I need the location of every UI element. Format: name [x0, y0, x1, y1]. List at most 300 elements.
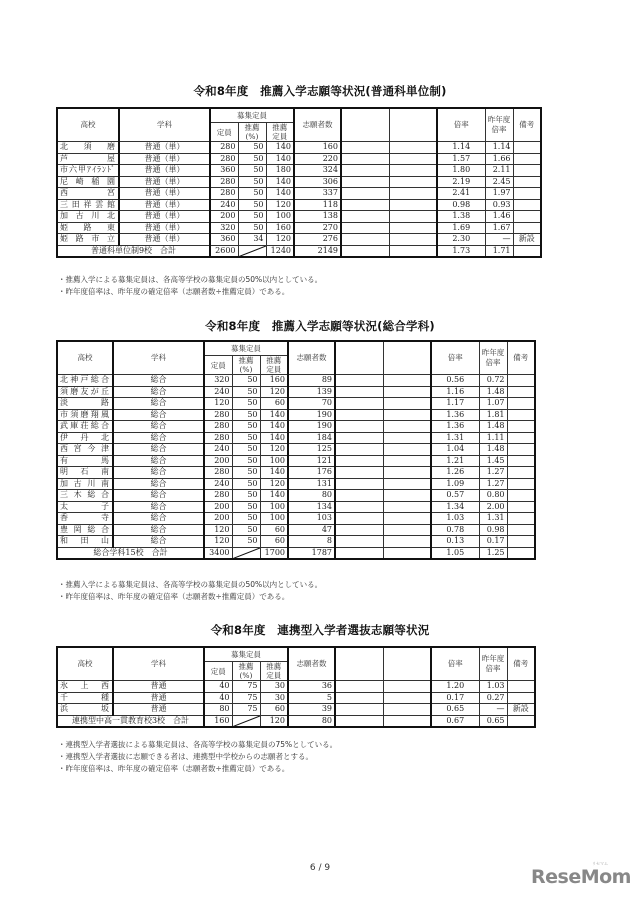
recommend-capacity: 30	[260, 681, 288, 693]
capacity: 80	[204, 704, 232, 716]
previous-ratio: 1.46	[485, 211, 513, 223]
school-name: 三田祥雲館	[57, 199, 119, 211]
header-rec-pct-2: (%)	[245, 132, 259, 141]
header-recruit-group: 募集定員	[204, 647, 288, 662]
department: 普通（単）	[119, 142, 210, 154]
remarks	[507, 536, 535, 548]
department: 普通（単）	[119, 211, 210, 223]
school-name: 市須磨翔風	[57, 409, 113, 421]
department: 総合	[113, 421, 204, 433]
school-name: 姫路市立	[57, 234, 119, 246]
header-prev-1: 昨年度	[481, 654, 505, 663]
remarks	[507, 375, 535, 387]
school-name: 西宮今津	[57, 444, 113, 456]
table-general-credit	[56, 107, 542, 258]
school-name: 加古川南	[57, 478, 113, 490]
remarks	[507, 681, 535, 693]
header-capacity: 定員	[210, 123, 238, 142]
applicants: 306	[294, 176, 341, 188]
total-applicants: 2149	[294, 245, 341, 257]
blank-cell	[383, 398, 431, 410]
blank-cell	[383, 409, 431, 421]
blank-cell	[335, 386, 383, 398]
blank-cell	[383, 432, 431, 444]
previous-ratio: 1.07	[479, 398, 507, 410]
capacity: 280	[210, 142, 238, 154]
department: 普通（単）	[119, 222, 210, 234]
capacity: 280	[210, 188, 238, 200]
recommend-percent: 50	[232, 455, 260, 467]
previous-ratio: 1.48	[479, 444, 507, 456]
header-blank	[335, 341, 383, 375]
remarks	[507, 432, 535, 444]
table-row	[57, 188, 541, 200]
blank-cell	[389, 234, 437, 246]
recommend-percent: 75	[232, 692, 260, 704]
capacity: 320	[210, 222, 238, 234]
department: 総合	[113, 536, 204, 548]
header-applicants: 志願者数	[288, 647, 335, 681]
table-row	[57, 409, 535, 421]
table-row	[57, 153, 541, 165]
blank-cell	[335, 692, 383, 704]
blank-cell	[389, 222, 437, 234]
applicants: 39	[288, 704, 335, 716]
remarks	[507, 421, 535, 433]
total-row	[57, 245, 541, 257]
applicants: 47	[288, 524, 335, 536]
recommend-percent: 50	[238, 176, 266, 188]
previous-ratio: 2.45	[485, 176, 513, 188]
capacity: 200	[204, 501, 232, 513]
header-blank	[383, 341, 431, 375]
header-rec-cap-1: 推薦	[266, 662, 282, 671]
school-name: 浜坂	[57, 704, 113, 716]
capacity: 240	[204, 478, 232, 490]
blank-cell	[389, 199, 437, 211]
total-ratio: 0.67	[431, 715, 479, 727]
total-applicants: 80	[288, 715, 335, 727]
blank-cell	[335, 715, 383, 727]
recommend-percent: 50	[232, 513, 260, 525]
applicants: 131	[288, 478, 335, 490]
recommend-capacity: 100	[266, 211, 294, 223]
capacity: 280	[204, 467, 232, 479]
total-label: 連携型中高一貫教育校3校 合計	[57, 715, 204, 727]
applicants: 89	[288, 375, 335, 387]
remarks	[507, 444, 535, 456]
header-ratio: 倍率	[437, 108, 485, 142]
ratio: 1.31	[431, 432, 479, 444]
capacity: 280	[210, 153, 238, 165]
slash-cell	[232, 547, 260, 559]
remarks	[507, 524, 535, 536]
applicants: 36	[288, 681, 335, 693]
department: 総合	[113, 467, 204, 479]
recommend-capacity: 140	[266, 188, 294, 200]
recommend-capacity: 120	[260, 444, 288, 456]
table-row	[57, 375, 535, 387]
blank-cell	[383, 444, 431, 456]
table-row	[57, 524, 535, 536]
blank-cell	[513, 245, 541, 257]
ratio: 0.78	[431, 524, 479, 536]
blank-cell	[335, 681, 383, 693]
department: 総合	[113, 409, 204, 421]
header-dept: 学科	[113, 341, 204, 375]
header-rec-pct	[232, 662, 260, 681]
blank-cell	[389, 211, 437, 223]
department: 総合	[113, 432, 204, 444]
header-rec-pct	[232, 356, 260, 375]
recommend-percent: 50	[232, 490, 260, 502]
recommend-capacity: 140	[266, 176, 294, 188]
total-row	[57, 547, 535, 559]
total-previous-ratio: 0.65	[479, 715, 507, 727]
ratio: 2.19	[437, 176, 485, 188]
blank-cell	[335, 467, 383, 479]
previous-ratio: 1.27	[479, 467, 507, 479]
recommend-percent: 50	[238, 165, 266, 177]
table-row	[57, 176, 541, 188]
school-name: 芦屋	[57, 153, 119, 165]
department: 総合	[113, 478, 204, 490]
table-row	[57, 536, 535, 548]
applicants: 337	[294, 188, 341, 200]
blank-cell	[335, 478, 383, 490]
header-rec-cap	[260, 356, 288, 375]
blank-cell	[383, 547, 431, 559]
previous-ratio: 1.31	[479, 513, 507, 525]
applicants: 70	[288, 398, 335, 410]
header-school: 高校	[57, 341, 113, 375]
table-row	[57, 211, 541, 223]
header-row	[57, 108, 541, 123]
ratio: 1.03	[431, 513, 479, 525]
header-remarks: 備考	[507, 647, 535, 681]
header-rec-pct-1: 推薦	[244, 123, 260, 132]
page-number: 6 / 9	[309, 863, 331, 873]
header-rec-cap-2: 定員	[272, 132, 288, 141]
blank-cell	[383, 386, 431, 398]
remarks	[513, 188, 541, 200]
previous-ratio: 0.72	[479, 375, 507, 387]
capacity: 280	[204, 490, 232, 502]
ratio: 0.13	[431, 536, 479, 548]
recommend-percent: 50	[232, 536, 260, 548]
ratio: 1.26	[431, 467, 479, 479]
header-applicants: 志願者数	[288, 341, 335, 375]
ratio: 1.34	[431, 501, 479, 513]
previous-ratio: 0.27	[479, 692, 507, 704]
recommend-percent: 50	[232, 524, 260, 536]
recommend-capacity: 140	[260, 467, 288, 479]
previous-ratio: —	[479, 704, 507, 716]
ratio: 1.16	[431, 386, 479, 398]
header-school: 高校	[57, 108, 119, 142]
applicants: 138	[294, 211, 341, 223]
header-school: 高校	[57, 647, 113, 681]
note-line: ・連携型入学者選抜による募集定員は、各高等学校の募集定員の75%としている。	[58, 740, 338, 749]
previous-ratio: 0.17	[479, 536, 507, 548]
previous-ratio: 1.27	[479, 478, 507, 490]
table-row	[57, 165, 541, 177]
school-name: 氷上西	[57, 681, 113, 693]
blank-cell	[341, 199, 389, 211]
header-row	[57, 647, 535, 662]
ratio: 1.38	[437, 211, 485, 223]
department: 総合	[113, 513, 204, 525]
table-linked-selection	[56, 646, 536, 728]
recommend-capacity: 100	[260, 501, 288, 513]
applicants: 103	[288, 513, 335, 525]
department: 普通（単）	[119, 165, 210, 177]
total-row	[57, 715, 535, 727]
ratio: 1.36	[431, 409, 479, 421]
table-row	[57, 386, 535, 398]
header-blank	[389, 108, 437, 142]
blank-cell	[389, 176, 437, 188]
blank-cell	[335, 490, 383, 502]
department: 総合	[113, 455, 204, 467]
blank-cell	[383, 375, 431, 387]
recommend-percent: 50	[232, 421, 260, 433]
table-row	[57, 398, 535, 410]
blank-cell	[389, 142, 437, 154]
recommend-percent: 50	[232, 398, 260, 410]
recommend-percent: 50	[232, 444, 260, 456]
total-recommend-capacity: 1240	[266, 245, 294, 257]
blank-cell	[335, 375, 383, 387]
capacity: 120	[204, 536, 232, 548]
recommend-percent: 50	[238, 199, 266, 211]
school-name: 明石南	[57, 467, 113, 479]
remarks	[507, 513, 535, 525]
header-prev-ratio	[479, 341, 507, 375]
diagonal-slash-icon	[233, 716, 260, 727]
header-rec-pct-2: (%)	[239, 365, 253, 374]
recommend-percent: 50	[232, 501, 260, 513]
applicants: 118	[294, 199, 341, 211]
capacity: 280	[210, 176, 238, 188]
header-rec-cap-1: 推薦	[266, 356, 282, 365]
blank-cell	[341, 222, 389, 234]
remarks	[507, 467, 535, 479]
recommend-capacity: 140	[260, 421, 288, 433]
previous-ratio: 1.97	[485, 188, 513, 200]
blank-cell	[335, 524, 383, 536]
ratio: 2.41	[437, 188, 485, 200]
ratio: 0.56	[431, 375, 479, 387]
school-name: 淡路	[57, 398, 113, 410]
recommend-capacity: 160	[260, 375, 288, 387]
blank-cell	[383, 513, 431, 525]
recommend-capacity: 140	[266, 142, 294, 154]
total-ratio: 1.73	[437, 245, 485, 257]
recommend-capacity: 60	[260, 536, 288, 548]
blank-cell	[383, 692, 431, 704]
header-prev-2: 倍率	[485, 664, 501, 673]
blank-cell	[507, 715, 535, 727]
header-blank	[341, 108, 389, 142]
note-line: ・昨年度倍率は、昨年度の確定倍率（志願者数÷推薦定員）である。	[58, 764, 290, 773]
blank-cell	[507, 547, 535, 559]
remarks	[513, 165, 541, 177]
header-rec-pct-2: (%)	[239, 671, 253, 680]
header-remarks: 備考	[513, 108, 541, 142]
table-row	[57, 142, 541, 154]
total-ratio: 1.05	[431, 547, 479, 559]
blank-cell	[383, 524, 431, 536]
total-recommend-capacity: 120	[260, 715, 288, 727]
blank-cell	[383, 715, 431, 727]
previous-ratio: 1.14	[485, 142, 513, 154]
total-capacity: 2600	[210, 245, 238, 257]
blank-cell	[335, 501, 383, 513]
table-integrated-course	[56, 340, 536, 560]
remarks: 新設	[507, 704, 535, 716]
remarks	[513, 176, 541, 188]
total-previous-ratio: 1.71	[485, 245, 513, 257]
blank-cell	[335, 536, 383, 548]
blank-cell	[335, 421, 383, 433]
ratio: 1.80	[437, 165, 485, 177]
ratio: 1.09	[431, 478, 479, 490]
section1-notes	[58, 274, 322, 298]
school-name: 和田山	[57, 536, 113, 548]
header-prev-2: 倍率	[485, 358, 501, 367]
remarks	[507, 478, 535, 490]
recommend-percent: 50	[232, 375, 260, 387]
school-name: 千種	[57, 692, 113, 704]
applicants: 134	[288, 501, 335, 513]
remarks: 新設	[513, 234, 541, 246]
ratio: 1.04	[431, 444, 479, 456]
previous-ratio: 0.80	[479, 490, 507, 502]
recommend-capacity: 60	[260, 398, 288, 410]
blank-cell	[335, 432, 383, 444]
header-rec-pct	[238, 123, 266, 142]
remarks	[513, 222, 541, 234]
recommend-percent: 50	[238, 211, 266, 223]
recommend-percent: 50	[232, 432, 260, 444]
note-line: ・連携型入学者選抜に志願できる者は、連携型中学校からの志願者とする。	[58, 752, 313, 761]
school-name: 北須磨	[57, 142, 119, 154]
blank-cell	[383, 681, 431, 693]
school-name: 香寺	[57, 513, 113, 525]
note-line: ・推薦入学による募集定員は、各高等学校の募集定員の50%以内としている。	[58, 580, 323, 589]
recommend-percent: 75	[232, 704, 260, 716]
diagonal-slash-icon	[233, 548, 260, 559]
header-rec-cap-1: 推薦	[272, 123, 288, 132]
blank-cell	[383, 421, 431, 433]
header-rec-cap	[260, 662, 288, 681]
recommend-capacity: 60	[260, 524, 288, 536]
slash-cell	[232, 715, 260, 727]
blank-cell	[341, 165, 389, 177]
school-name: 西宮	[57, 188, 119, 200]
department: 普通	[113, 692, 204, 704]
previous-ratio: 1.66	[485, 153, 513, 165]
note-line: ・推薦入学による募集定員は、各高等学校の募集定員の50%以内としている。	[58, 275, 323, 284]
blank-cell	[335, 547, 383, 559]
blank-cell	[335, 409, 383, 421]
previous-ratio: 1.81	[479, 409, 507, 421]
recommend-capacity: 160	[266, 222, 294, 234]
total-previous-ratio: 1.25	[479, 547, 507, 559]
recommend-capacity: 30	[260, 692, 288, 704]
section1-title: 令和8年度 推薦入学志願等状況(普通科単位制)	[193, 84, 447, 98]
department: 普通（単）	[119, 199, 210, 211]
school-name: 伊丹北	[57, 432, 113, 444]
capacity: 280	[204, 432, 232, 444]
resemom-logo: ReseMom	[531, 866, 631, 888]
previous-ratio: 1.11	[479, 432, 507, 444]
department: 総合	[113, 501, 204, 513]
blank-cell	[389, 165, 437, 177]
blank-cell	[335, 398, 383, 410]
total-recommend-capacity: 1700	[260, 547, 288, 559]
applicants: 5	[288, 692, 335, 704]
department: 普通（単）	[119, 153, 210, 165]
capacity: 280	[204, 421, 232, 433]
recommend-percent: 50	[238, 142, 266, 154]
section3-notes	[58, 739, 337, 775]
recommend-percent: 50	[238, 222, 266, 234]
applicants: 160	[294, 142, 341, 154]
recommend-percent: 50	[238, 153, 266, 165]
school-name: 有馬	[57, 455, 113, 467]
blank-cell	[341, 211, 389, 223]
previous-ratio: 0.93	[485, 199, 513, 211]
header-dept: 学科	[119, 108, 210, 142]
department: 普通	[113, 704, 204, 716]
applicants: 8	[288, 536, 335, 548]
blank-cell	[341, 142, 389, 154]
table-row	[57, 234, 541, 246]
header-prev-2: 倍率	[491, 125, 507, 134]
department: 総合	[113, 386, 204, 398]
previous-ratio: 1.48	[479, 386, 507, 398]
blank-cell	[383, 455, 431, 467]
header-prev-ratio	[485, 108, 513, 142]
remarks	[507, 490, 535, 502]
header-dept: 学科	[113, 647, 204, 681]
ratio: 1.17	[431, 398, 479, 410]
header-rec-cap-2: 定員	[266, 671, 282, 680]
header-capacity: 定員	[204, 356, 232, 375]
table-row	[57, 421, 535, 433]
header-blank	[383, 647, 431, 681]
recommend-capacity: 140	[266, 153, 294, 165]
blank-cell	[341, 245, 389, 257]
capacity: 240	[204, 386, 232, 398]
school-name: 豊岡総合	[57, 524, 113, 536]
previous-ratio: 0.98	[479, 524, 507, 536]
recommend-capacity: 140	[260, 490, 288, 502]
section3-title: 令和8年度 連携型入学者選抜志願等状況	[210, 623, 430, 637]
applicants: 121	[288, 455, 335, 467]
remarks	[513, 153, 541, 165]
header-blank	[335, 647, 383, 681]
table-row	[57, 478, 535, 490]
remarks	[513, 211, 541, 223]
recommend-percent: 50	[232, 386, 260, 398]
blank-cell	[335, 455, 383, 467]
department: 普通	[113, 681, 204, 693]
total-label: 総合学科15校 合計	[57, 547, 204, 559]
applicants: 139	[288, 386, 335, 398]
